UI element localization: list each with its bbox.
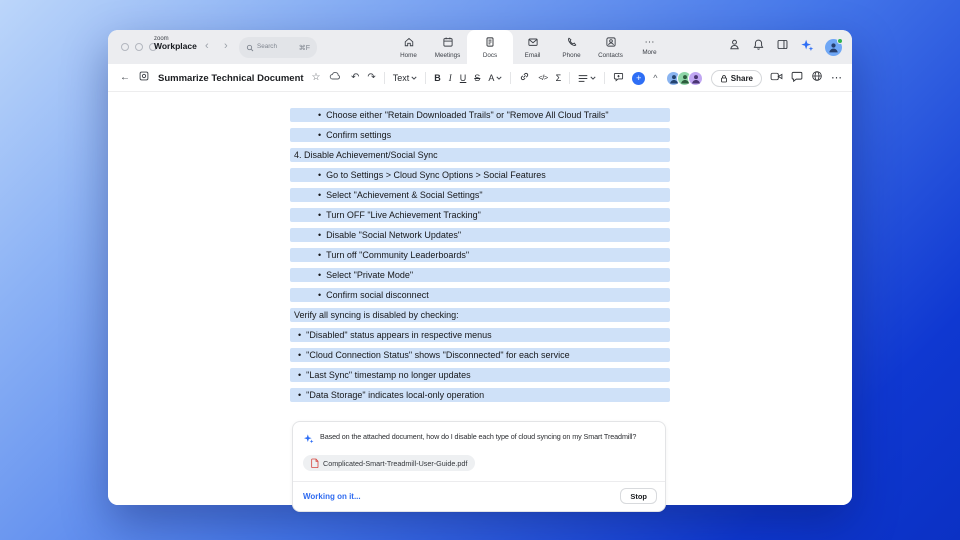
zoom-workplace-logo (154, 36, 197, 51)
doc-line-text: Select "Private Mode" (326, 270, 414, 280)
logo-zoom-text: zoom (154, 36, 169, 42)
doc-line-text: Verify all syncing is disabled by checking: (294, 310, 459, 320)
doc-line[interactable] (290, 108, 670, 122)
close-window-button[interactable] (121, 43, 129, 51)
doc-line-text: Confirm social disconnect (326, 290, 429, 300)
bullet-icon: • (298, 350, 302, 360)
attachment-row (293, 453, 665, 481)
collapse-toolbar-icon[interactable]: ^ (653, 72, 658, 83)
window-titlebar (108, 30, 852, 64)
doc-line-text: Choose either "Retain Downloaded Trails" or "Remove All Cloud Trails" (326, 110, 609, 120)
bullet-icon: • (318, 270, 322, 280)
tab-docs[interactable] (467, 30, 513, 64)
tab-more-label: More (642, 49, 657, 56)
tab-phone[interactable] (552, 30, 591, 64)
bold-button[interactable]: B (434, 72, 441, 83)
doc-toolbar-left (120, 64, 341, 92)
doc-line-text: Disable "Social Network Updates" (326, 230, 462, 240)
document-toolbar (108, 64, 852, 92)
doc-home-icon[interactable] (138, 69, 150, 87)
minimize-window-button[interactable] (135, 43, 143, 51)
ai-status-text: Working on it... (303, 491, 361, 501)
lock-icon (720, 74, 728, 83)
doc-toolbar-right (666, 64, 842, 92)
online-status-dot (837, 38, 843, 44)
doc-line[interactable] (290, 208, 670, 222)
chevron-down-icon (411, 76, 417, 80)
ai-companion-panel (292, 421, 666, 512)
doc-line-text: Turn OFF "Live Achievement Tracking" (326, 210, 481, 220)
tab-meetings[interactable] (428, 30, 467, 64)
search-placeholder: Search (257, 43, 277, 51)
document-canvas[interactable] (108, 93, 852, 505)
bullet-icon: • (318, 130, 322, 140)
doc-line-text: Confirm settings (326, 130, 392, 140)
home-icon (403, 36, 415, 50)
doc-line[interactable] (290, 248, 670, 262)
logo-workplace-text: Workplace (154, 41, 197, 52)
search-icon (246, 39, 254, 57)
undo-icon[interactable]: ↶ (351, 72, 360, 83)
strikethrough-button[interactable]: S (474, 72, 481, 83)
link-icon[interactable] (519, 69, 530, 87)
chevron-down-icon (496, 76, 502, 80)
doc-lines (290, 108, 670, 408)
formula-icon[interactable]: Σ (555, 72, 562, 83)
doc-line-text: 4. Disable Achievement/Social Sync (294, 150, 438, 160)
ai-question-text: Based on the attached document, how do I disable each type of cloud syncing on my Smart Treadmill? (320, 432, 637, 441)
bullet-icon: • (298, 330, 302, 340)
text-style-label: Text (392, 72, 410, 83)
video-camera-icon[interactable] (770, 69, 783, 87)
titlebar-right-icons (728, 30, 842, 64)
profile-icon[interactable] (728, 38, 741, 56)
doc-line[interactable] (290, 228, 670, 242)
chat-bubble-icon[interactable] (791, 69, 803, 87)
zoom-workplace-window (108, 30, 852, 505)
user-avatar[interactable] (825, 39, 842, 56)
tab-email-label: Email (524, 52, 541, 59)
more-options-icon[interactable]: ⋯ (831, 71, 842, 84)
pdf-icon (311, 458, 319, 468)
doc-line[interactable] (290, 148, 670, 162)
tab-contacts[interactable] (591, 30, 630, 64)
window-controls (121, 43, 157, 51)
tab-contacts-label: Contacts (598, 52, 623, 59)
email-icon (527, 36, 539, 50)
bullet-icon: • (318, 230, 322, 240)
tab-phone-label: Phone (562, 52, 581, 59)
doc-line[interactable] (290, 308, 670, 322)
more-icon: ⋯ (644, 37, 655, 48)
chevron-down-icon (590, 76, 596, 80)
side-panel-icon[interactable] (776, 38, 789, 56)
tab-meetings-label: Meetings (434, 52, 461, 59)
code-icon[interactable]: </> (538, 73, 548, 83)
doc-line[interactable] (290, 168, 670, 182)
doc-line[interactable] (290, 388, 670, 402)
collaborator-avatar[interactable] (688, 71, 703, 86)
align-icon (578, 74, 588, 83)
back-icon[interactable]: ← (120, 72, 130, 83)
ai-panel-footer (293, 482, 665, 511)
text-color-label: A (488, 72, 495, 83)
doc-line-text: Turn off "Community Leaderboards" (326, 250, 470, 260)
ai-question-row (293, 422, 665, 453)
bullet-icon: • (318, 190, 322, 200)
share-label: Share (730, 73, 753, 83)
text-style-dropdown[interactable] (393, 74, 418, 83)
divider (569, 72, 570, 84)
search-input[interactable] (239, 37, 317, 58)
ai-companion-icon[interactable] (800, 38, 814, 57)
tab-home[interactable] (389, 30, 428, 64)
doc-line[interactable] (290, 188, 670, 202)
bullet-icon: • (318, 250, 322, 260)
doc-line-text: Select "Achievement & Social Settings" (326, 190, 483, 200)
main-navigation (389, 30, 669, 64)
attachment-chip[interactable] (303, 455, 475, 471)
doc-line[interactable] (290, 348, 670, 362)
calendar-icon (442, 36, 454, 50)
underline-button[interactable]: U (459, 72, 467, 83)
doc-line-text: Go to Settings > Cloud Sync Options > Social Features (326, 170, 546, 180)
history-back-button[interactable]: ‹ (205, 40, 209, 52)
doc-line[interactable] (290, 288, 670, 302)
cloud-saved-icon[interactable] (329, 69, 341, 87)
tab-docs-label: Docs (482, 52, 498, 59)
share-button[interactable] (711, 70, 762, 87)
ai-sparkle-icon (303, 431, 314, 449)
notifications-bell-icon[interactable] (752, 38, 765, 56)
phone-icon (566, 36, 578, 50)
doc-line-text: "Cloud Connection Status" shows "Disconnected" for each service (306, 350, 570, 360)
document-title: Summarize Technical Document (158, 72, 304, 84)
bullet-icon: • (318, 170, 322, 180)
doc-line-text: "Last Sync" timestamp no longer updates (306, 370, 471, 380)
align-dropdown[interactable] (578, 74, 596, 83)
bullet-icon: • (318, 290, 322, 300)
comment-icon[interactable] (613, 69, 624, 87)
tab-home-label: Home (400, 52, 417, 59)
divider (604, 72, 605, 84)
bullet-icon: • (318, 210, 322, 220)
search-shortcut: ⌘F (298, 44, 310, 52)
globe-icon[interactable] (811, 69, 823, 87)
doc-line-text: "Disabled" status appears in respective menus (306, 330, 492, 340)
stop-button[interactable]: Stop (620, 488, 657, 504)
collaborator-avatars (666, 71, 703, 86)
doc-line[interactable] (290, 128, 670, 142)
tab-email[interactable] (513, 30, 552, 64)
divider (384, 72, 385, 84)
doc-line[interactable] (290, 328, 670, 342)
doc-line[interactable] (290, 368, 670, 382)
redo-icon[interactable]: ↷ (367, 72, 376, 83)
doc-line-text: "Data Storage" indicates local-only operation (306, 390, 485, 400)
contacts-icon (605, 36, 617, 50)
insert-plus-button[interactable]: + (632, 72, 645, 85)
formatting-toolbar (351, 64, 657, 92)
attachment-filename: Complicated-Smart-Treadmill-User-Guide.pdf (323, 458, 468, 468)
docs-icon (484, 36, 496, 50)
bullet-icon: • (318, 110, 322, 120)
bullet-icon: • (298, 370, 302, 380)
favorite-star-icon[interactable]: ☆ (311, 72, 321, 83)
tab-more[interactable] (630, 30, 669, 64)
bullet-icon: • (298, 390, 302, 400)
divider (425, 72, 426, 84)
history-forward-button[interactable]: › (224, 40, 228, 52)
divider (510, 72, 511, 84)
italic-button[interactable]: I (448, 72, 452, 83)
text-color-dropdown[interactable] (488, 74, 502, 83)
doc-line[interactable] (290, 268, 670, 282)
